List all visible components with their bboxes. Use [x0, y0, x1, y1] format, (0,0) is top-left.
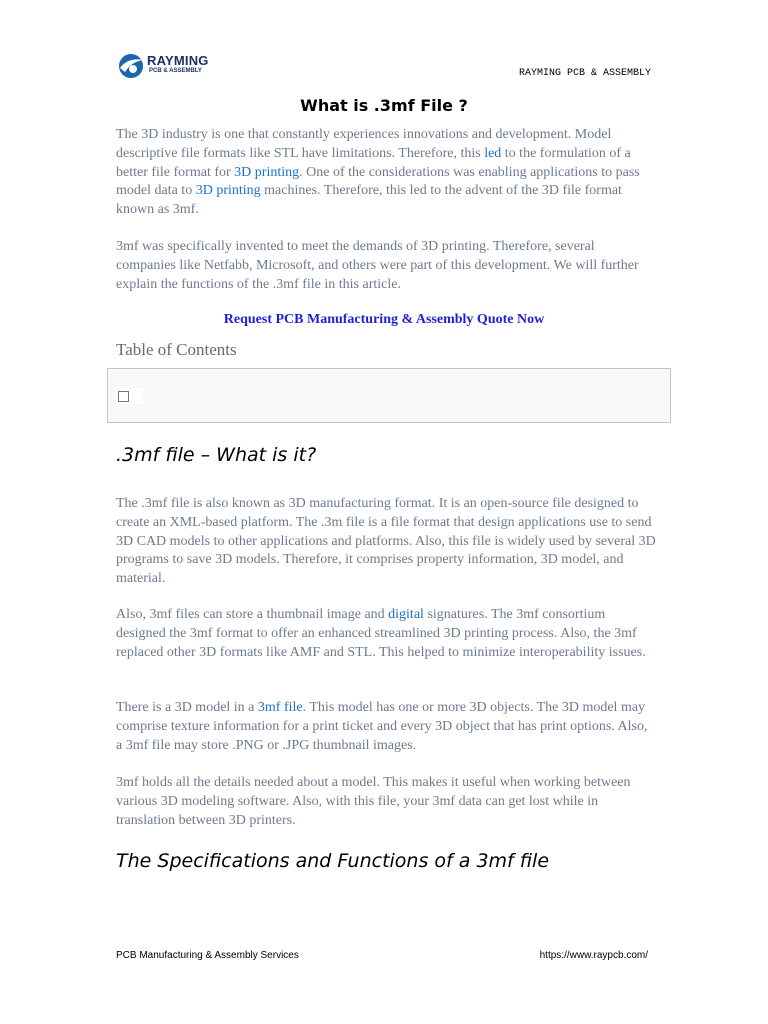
text-run: signatures. The 3mf consortium designed the 3mf format to offer an enhanced streamlined 3D printing process. Also, the 3mf replaced other 3D formats like AMF and STL. This helped to minimize interoperability issues. — [116, 607, 646, 660]
section1-paragraph-2 — [116, 606, 656, 662]
inline-link[interactable]: 3mf file — [257, 700, 303, 715]
section-heading-specifications: The Specifications and Functions of a 3mf file — [116, 850, 550, 872]
logo-subtitle: PCB & ASSEMBLY — [149, 68, 202, 74]
section1-paragraph-3 — [116, 699, 656, 755]
footer-services-text: PCB Manufacturing & Assembly Services — [116, 950, 299, 961]
intro-paragraph-1 — [116, 126, 656, 220]
toc-toggle-checkbox[interactable] — [118, 391, 129, 402]
inline-link[interactable]: 3D printing — [195, 183, 261, 199]
text-run: to the formulation of a better file format for — [116, 145, 631, 180]
company-logo — [116, 51, 226, 81]
page-title: What is .3mf File ? — [300, 96, 468, 115]
toc-box — [107, 368, 671, 423]
section-heading-what-is-3mf: .3mf file – What is it? — [116, 444, 317, 466]
inline-link[interactable]: 3D printing — [234, 164, 300, 180]
intro-paragraph-2: 3mf was specifically invented to meet the demands of 3D printing. Therefore, several companies like Netfabb, Microsoft, and others were part of this development. We will further explain the functions of the .3mf file in this article. — [116, 239, 639, 292]
toc-title: Table of Contents — [116, 340, 237, 359]
section1-paragraph-1: The .3mf file is also known as 3D manufacturing format. It is an open-source file designed to create an XML-based platform. The .3m file is a file format that design applications use to send 3D CAD models to other applications and platforms. Also, this file is widely used by several 3D programs to save 3D models. Therefore, it comprises property information, 3D model, and material. — [116, 496, 656, 587]
text-run: . This model has one or more 3D objects. The 3D model may comprise texture information for a print ticket and every 3D object that has print options. Also, a 3mf file may store .PNG or .JPG thumbnail images. — [116, 700, 648, 753]
text-run: machines. Therefore, this led to the advent of the 3D file format known as 3mf. — [116, 183, 622, 218]
text-run: There is a 3D model in a — [116, 700, 258, 715]
rayming-logo-icon — [116, 51, 146, 81]
text-run: The 3D industry is one that constantly experiences innovations and development. Model descriptive file formats like STL have limitations. Therefore, this — [116, 127, 612, 161]
inline-link[interactable]: digital — [388, 607, 424, 622]
footer-website-link[interactable]: https://www.raypcb.com/ — [539, 950, 648, 961]
text-run: Also, 3mf files can store a thumbnail image and — [116, 607, 389, 622]
logo-name: RAYMING — [147, 53, 209, 68]
section1-paragraph-4: 3mf holds all the details needed about a model. This makes it useful when working between various 3D modeling software. Also, with this file, your 3mf data can get lost while in translation between 3D printers. — [116, 775, 631, 828]
header-company-name: RAYMING PCB & ASSEMBLY — [518, 68, 651, 79]
inline-link[interactable]: led — [484, 145, 502, 161]
request-quote-link[interactable]: Request PCB Manufacturing & Assembly Quote Now — [223, 312, 545, 327]
text-run: . One of the considerations was enabling applications to pass model data to — [116, 164, 640, 199]
